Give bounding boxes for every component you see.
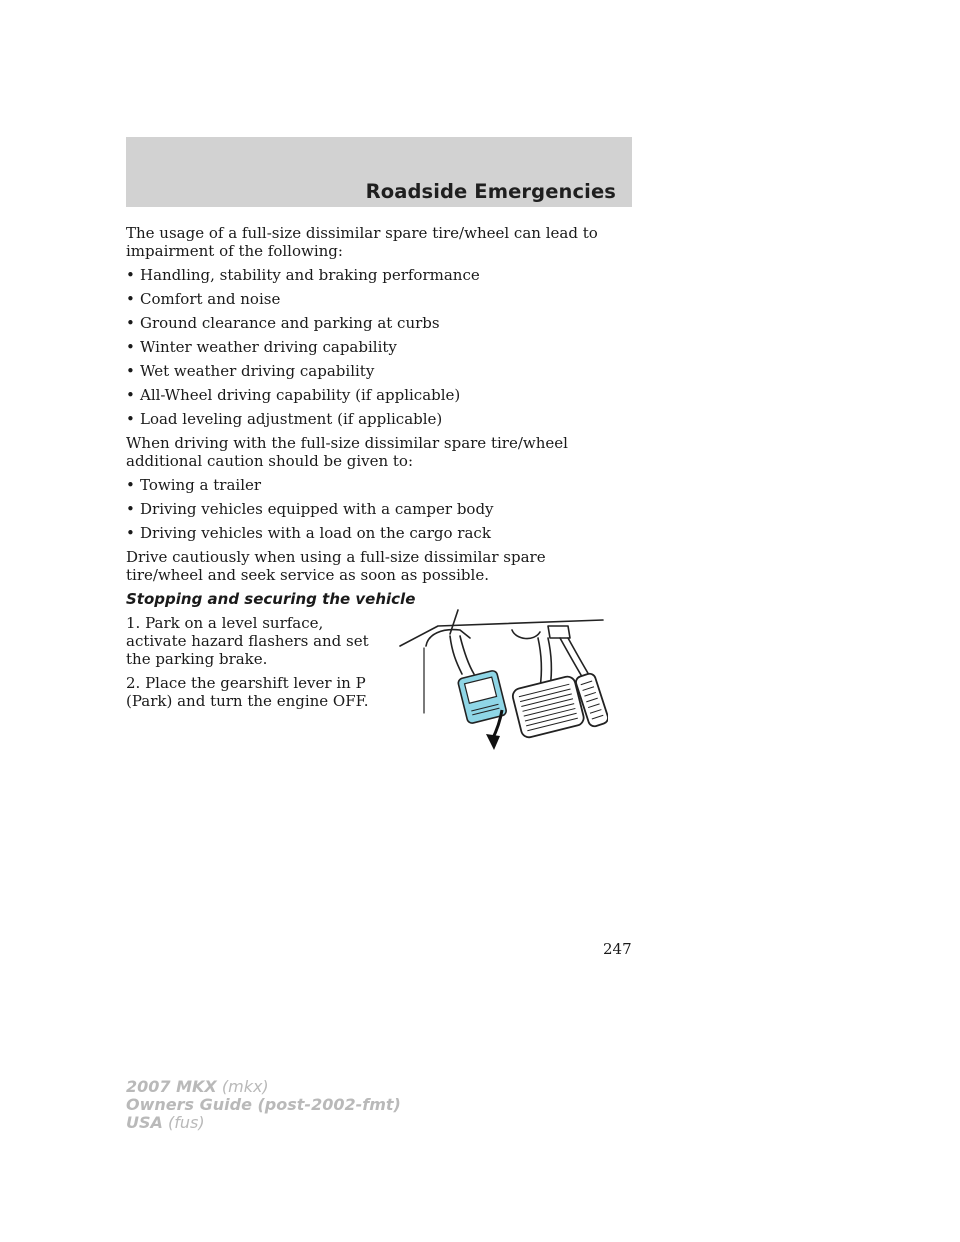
drive-note-paragraph: Drive cautiously when using a full-size dissimilar spare tire/wheel and seek service as soon as possible. — [126, 548, 546, 584]
footer-line-1: 2007 MKX (mkx) — [126, 1077, 269, 1096]
bullet-icon: • — [126, 410, 135, 428]
footer-line-3: USA (fus) — [126, 1113, 205, 1132]
bullet-icon: • — [126, 314, 135, 332]
list-item: • Wet weather driving capability — [126, 362, 375, 380]
bullet-icon: • — [126, 338, 135, 356]
bullet-icon: • — [126, 500, 135, 518]
bullet-icon: • — [126, 290, 135, 308]
service-pedal-arm — [538, 638, 541, 688]
caution-paragraph: When driving with the full-size dissimilar spare tire/wheel additional caution should be given to: — [126, 434, 568, 470]
section-title: Roadside Emergencies — [365, 180, 616, 203]
pedal-illustration — [398, 608, 608, 758]
list-item: • Winter weather driving capability — [126, 338, 397, 356]
bullet-icon: • — [126, 386, 135, 404]
list-item: • Driving vehicles with a load on the cargo rack — [126, 524, 491, 542]
intro-paragraph: The usage of a full-size dissimilar spare tire/wheel can lead to impairment of the following: — [126, 224, 598, 260]
list-item: • Towing a trailer — [126, 476, 262, 494]
list-item: • Load leveling adjustment (if applicable) — [126, 410, 443, 428]
list-item: • Handling, stability and braking performance — [126, 266, 480, 284]
bullet-icon: • — [126, 266, 135, 284]
footer-line-2: Owners Guide (post-2002-fmt) — [126, 1095, 401, 1114]
list-item: • Driving vehicles equipped with a camper body — [126, 500, 494, 518]
section-header-band — [126, 137, 632, 207]
step-1: 1. Park on a level surface, activate hazard flashers and set the parking brake. — [126, 614, 369, 668]
steps-block — [126, 614, 388, 710]
list-item: • Comfort and noise — [126, 290, 281, 308]
page-number: 247 — [603, 940, 632, 958]
brake-arm — [450, 636, 462, 674]
brake-pedal-pad — [511, 675, 585, 739]
caution-list — [126, 476, 626, 542]
dash-edge-line — [400, 620, 603, 646]
bullet-icon: • — [126, 524, 135, 542]
bullet-icon: • — [126, 476, 135, 494]
list-item: • Ground clearance and parking at curbs — [126, 314, 440, 332]
document-footer — [126, 1078, 401, 1132]
list-item: • All-Wheel driving capability (if applicable) — [126, 386, 461, 404]
impairment-list — [126, 266, 626, 428]
step-2: 2. Place the gearshift lever in P (Park) and turn the engine OFF. — [126, 674, 369, 710]
section-heading: Stopping and securing the vehicle — [126, 590, 416, 608]
down-arrow-icon — [486, 734, 500, 750]
bullet-icon: • — [126, 362, 135, 380]
